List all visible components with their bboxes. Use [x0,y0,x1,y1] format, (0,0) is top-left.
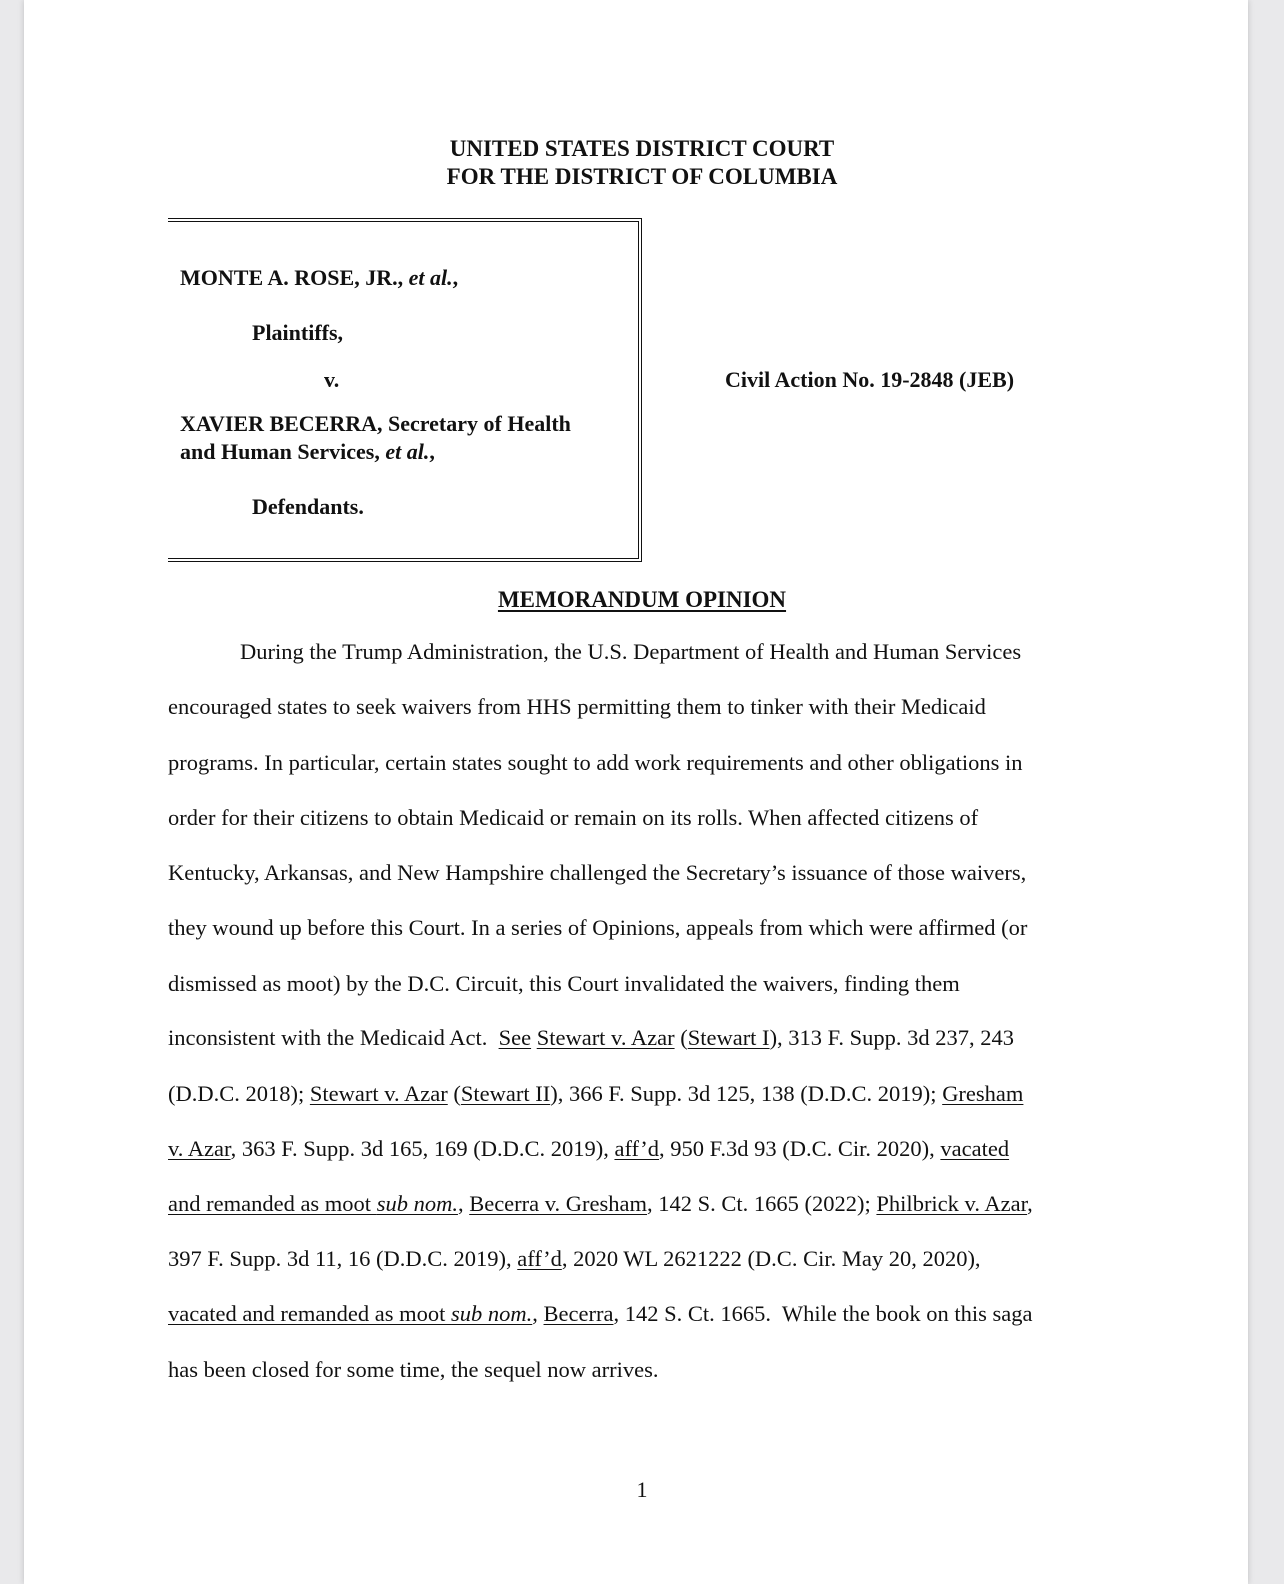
case-short-name: Stewart I [687,1025,770,1050]
case-citation: v. Azar [168,1136,231,1161]
case-citation: Stewart v. Azar [536,1025,675,1050]
citation-sub-nom: sub nom. [376,1191,458,1216]
citation-signal-see: See [498,1025,532,1050]
paragraph-line: dismissed as moot) by the D.C. Circuit, this Court invalidated the waivers, finding them [168,971,960,996]
court-name-line1: UNITED STATES DISTRICT COURT [449,136,835,161]
plaintiff-name: MONTE A. ROSE, JR., et al., [180,265,459,290]
case-citation: Gresham [942,1081,1024,1106]
citation-vacated: vacated and remanded as moot [168,1301,452,1326]
defendants-label: Defendants. [252,494,364,519]
court-name-line2: FOR THE DISTRICT OF COLUMBIA [446,164,838,189]
case-citation: Philbrick v. Azar [876,1191,1028,1216]
paragraph-line: and remanded as moot sub nom., Becerra v. Gresham, 142 S. Ct. 1665 (2022); Philbrick v. Azar, [168,1191,1033,1216]
paragraph-line: (D.D.C. 2018); Stewart v. Azar (Stewart II), 366 F. Supp. 3d 125, 138 (D.D.C. 2019); Gresham [168,1081,1024,1106]
case-citation: Becerra [543,1301,614,1326]
case-short-name: Stewart II [460,1081,551,1106]
paragraph-line: they wound up before this Court. In a series of Opinions, appeals from which were affirmed (or [168,915,1028,940]
citation-affd: aff’d [614,1136,660,1161]
paragraph-line: order for their citizens to obtain Medicaid or remain on its rolls. When affected citizens of [168,805,979,830]
case-citation: Stewart v. Azar [309,1081,448,1106]
versus-label: v. [324,367,340,392]
defendant-line1: XAVIER BECERRA, Secretary of Health [180,411,571,436]
paragraph-line: Kentucky, Arkansas, and New Hampshire challenged the Secretary’s issuance of those waivers, [168,860,1027,885]
paragraph-line: v. Azar, 363 F. Supp. 3d 165, 169 (D.D.C. 2019), aff’d, 950 F.3d 93 (D.C. Cir. 2020), vacated [168,1136,1010,1161]
paragraph-line: 397 F. Supp. 3d 11, 16 (D.D.C. 2019), aff’d, 2020 WL 2621222 (D.C. Cir. May 20, 2020), [168,1246,981,1271]
paragraph-line: has been closed for some time, the sequel now arrives. [168,1357,659,1382]
paragraph-line: During the Trump Administration, the U.S. Department of Health and Human Services [240,639,1022,664]
citation-affd: aff’d [517,1246,562,1271]
paragraph-line: encouraged states to seek waivers from HHS permitting them to tinker with their Medicaid [168,694,986,719]
memorandum-title: MEMORANDUM OPINION [497,587,787,612]
paragraph-line: vacated and remanded as moot sub nom., Becerra, 142 S. Ct. 1665. While the book on this saga [168,1301,1033,1326]
plaintiffs-label: Plaintiffs, [252,320,344,345]
citation-remanded: and remanded as moot [168,1191,377,1216]
paragraph-line: programs. In particular, certain states sought to add work requirements and other obligations in [168,750,1023,775]
case-citation: Becerra v. Gresham [469,1191,648,1216]
citation-vacated: vacated [940,1136,1010,1161]
citation-sub-nom: sub nom. [451,1301,533,1326]
civil-action-number: Civil Action No. 19-2848 (JEB) [725,367,1015,392]
defendant-line2: and Human Services, et al., [180,439,435,464]
page-number: 1 [636,1477,648,1502]
paragraph-line: inconsistent with the Medicaid Act. See Stewart v. Azar (Stewart I), 313 F. Supp. 3d 237, 243 [168,1025,1015,1050]
